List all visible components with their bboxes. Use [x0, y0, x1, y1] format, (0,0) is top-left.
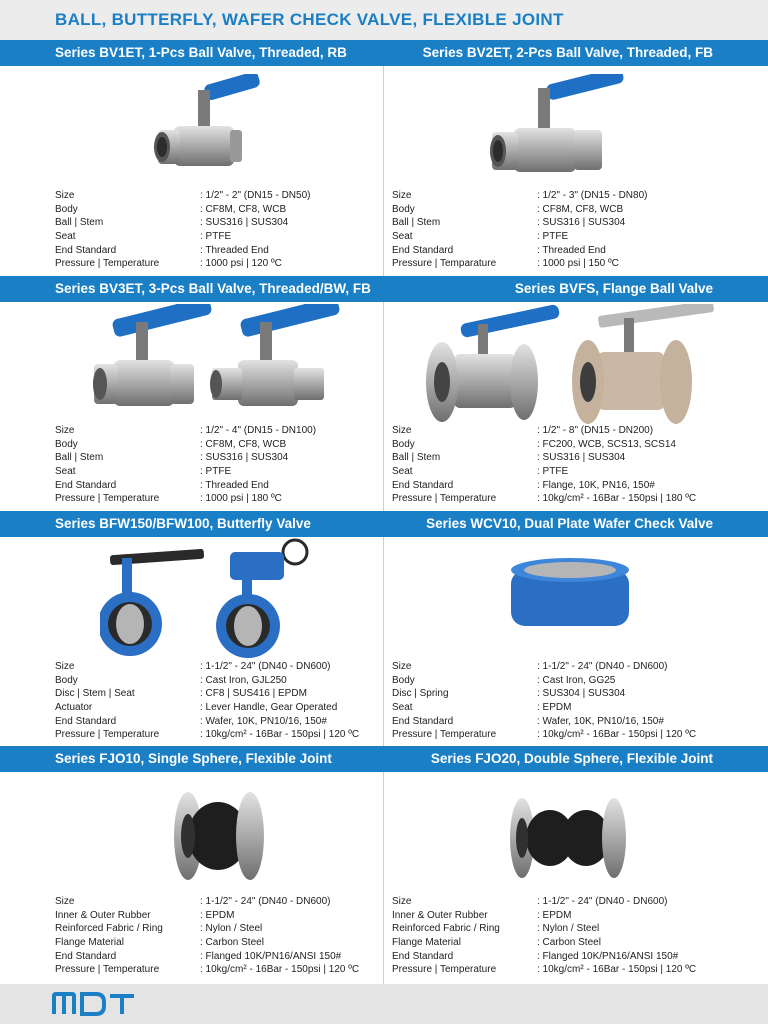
spec-value: : 10kg/cm² - 16Bar - 150psi | 120 ºC — [200, 729, 360, 741]
spec-row — [55, 492, 375, 506]
spec-row — [392, 895, 712, 909]
spec-label: Body — [55, 674, 78, 686]
spec-row — [392, 715, 712, 729]
spec-label: Inner & Outer Rubber — [392, 909, 488, 921]
spec-label: Actuator — [55, 702, 93, 714]
footer — [0, 984, 768, 1024]
spec-row — [55, 216, 375, 230]
spec-row — [392, 950, 712, 964]
spec-row — [55, 895, 375, 909]
spec-table-bvfs — [392, 424, 712, 506]
spec-row — [55, 728, 375, 742]
spec-label: Ball | Stem — [392, 452, 441, 464]
spec-row — [55, 660, 375, 674]
spec-row — [392, 660, 712, 674]
spec-label: Body — [392, 438, 415, 450]
spec-row — [55, 203, 375, 217]
spec-value: : 1000 psi | 120 ºC — [200, 258, 282, 270]
spec-label: Body — [55, 438, 78, 450]
product-title-wcv10: Series WCV10, Dual Plate Wafer Check Valve — [426, 516, 713, 531]
spec-value: : 10kg/cm² - 16Bar - 150psi | 120 ºC — [537, 729, 697, 741]
spec-value: : 1-1/2" - 24" (DN40 - DN600) — [200, 896, 331, 907]
spec-row — [392, 687, 712, 701]
spec-row — [55, 701, 375, 715]
spec-table-bv2et — [392, 189, 712, 271]
spec-label: Ball | Stem — [392, 217, 441, 229]
spec-label: End Standard — [392, 479, 454, 491]
column-divider — [383, 302, 384, 511]
spec-row — [55, 909, 375, 923]
spec-label: Seat — [55, 466, 76, 478]
spec-row — [392, 451, 712, 465]
spec-value: : 1/2" - 3" (DN15 - DN80) — [537, 190, 648, 201]
spec-row — [392, 922, 712, 936]
product-title-fjo20: Series FJO20, Double Sphere, Flexible Joint — [430, 751, 713, 766]
spec-value: : 1/2" - 2" (DN15 - DN50) — [200, 190, 311, 201]
spec-value: : Flanged 10K/PN16/ANSI 150# — [537, 950, 679, 962]
spec-value: : 1/2" - 8" (DN15 - DN200) — [537, 425, 654, 436]
spec-label: Disc | Spring — [392, 688, 449, 700]
product-title-bfw150: Series BFW150/BFW100, Butterfly Valve — [55, 516, 311, 531]
spec-row — [55, 257, 375, 271]
spec-label: Size — [392, 425, 412, 436]
butterfly-valve-image — [100, 538, 310, 658]
spec-label: Seat — [392, 702, 413, 714]
spec-row — [392, 424, 712, 438]
spec-label: Flange Material — [55, 937, 124, 949]
spec-label: Disc | Stem | Seat — [55, 688, 135, 700]
spec-row — [392, 244, 712, 258]
spec-label: Pressure | Temperature — [55, 729, 160, 741]
spec-table-wcv10 — [392, 660, 712, 742]
spec-value: : PTFE — [537, 231, 569, 243]
section-band-1 — [0, 40, 768, 66]
column-divider — [383, 537, 384, 746]
product-title-bvfs: Series BVFS, Flange Ball Valve — [514, 281, 713, 296]
spec-row — [392, 909, 712, 923]
spec-row — [392, 701, 712, 715]
spec-row — [55, 244, 375, 258]
spec-row — [392, 216, 712, 230]
spec-label: Seat — [392, 466, 413, 478]
spec-row — [55, 438, 375, 452]
spec-value: : SUS316 | SUS304 — [200, 452, 289, 464]
spec-value: : 1-1/2" - 24" (DN40 - DN600) — [200, 661, 331, 672]
spec-value: : SUS316 | SUS304 — [537, 452, 626, 464]
spec-label: End Standard — [392, 950, 454, 962]
spec-row — [392, 728, 712, 742]
spec-table-fjo20 — [392, 895, 712, 977]
spec-label: Seat — [55, 231, 76, 243]
spec-value: : PTFE — [200, 231, 232, 243]
spec-row — [55, 687, 375, 701]
spec-value: : 1000 psi | 150 ºC — [537, 258, 619, 270]
column-divider — [383, 772, 384, 984]
spec-row — [392, 492, 712, 506]
spec-value: : CF8M, CF8, WCB — [200, 438, 287, 450]
spec-value: : Threaded End — [200, 244, 269, 256]
spec-label: Size — [55, 425, 75, 436]
spec-label: Size — [392, 896, 412, 907]
spec-label: Pressure | Temperature — [55, 493, 160, 505]
column-divider — [383, 66, 384, 276]
spec-label: Body — [392, 674, 415, 686]
spec-value: : 10kg/cm² - 16Bar - 150psi | 120 ºC — [200, 964, 360, 976]
spec-row — [392, 203, 712, 217]
spec-table-bv3et — [55, 424, 375, 506]
spec-row — [392, 257, 712, 271]
spec-value: : 1-1/2" - 24" (DN40 - DN600) — [537, 896, 668, 907]
spec-label: Flange Material — [392, 937, 461, 949]
spec-value: : SUS316 | SUS304 — [200, 217, 289, 229]
spec-value: : 10kg/cm² - 16Bar - 150psi | 180 ºC — [537, 493, 697, 505]
product-title-fjo10: Series FJO10, Single Sphere, Flexible Joint — [55, 751, 332, 766]
product-title-bv3et: Series BV3ET, 3-Pcs Ball Valve, Threaded/BW, FB — [55, 281, 371, 296]
spec-value: : Carbon Steel — [200, 937, 264, 949]
spec-table-bv1et — [55, 189, 375, 271]
spec-label: End Standard — [392, 244, 454, 256]
spec-row — [55, 963, 375, 977]
spec-label: Size — [392, 661, 412, 672]
spec-row — [392, 479, 712, 493]
spec-label: Pressure | Temperature — [392, 729, 497, 741]
spec-value: : Flanged 10K/PN16/ANSI 150# — [200, 950, 342, 962]
spec-row — [55, 189, 375, 203]
product-title-bv2et: Series BV2ET, 2-Pcs Ball Valve, Threaded, FB — [422, 45, 713, 60]
spec-value: : EPDM — [537, 702, 572, 714]
spec-row — [392, 936, 712, 950]
spec-label: Body — [55, 203, 78, 215]
spec-value: : Threaded End — [200, 479, 269, 491]
section-band-4 — [0, 746, 768, 772]
section-band-3 — [0, 511, 768, 537]
spec-value: : EPDM — [537, 909, 572, 921]
spec-row — [392, 438, 712, 452]
spec-row — [392, 674, 712, 688]
spec-value: : Flange, 10K, PN16, 150# — [537, 479, 655, 491]
spec-value: : Wafer, 10K, PN10/16, 150# — [537, 715, 664, 727]
spec-row — [55, 465, 375, 479]
spec-table-fjo10 — [55, 895, 375, 977]
spec-value: : EPDM — [200, 909, 235, 921]
spec-value: : PTFE — [200, 466, 232, 478]
spec-value: : CF8 | SUS416 | EPDM — [200, 688, 307, 700]
spec-label: Size — [55, 896, 75, 907]
spec-row — [55, 950, 375, 964]
flange-ball-valve-image — [420, 304, 720, 424]
mdt-logo — [52, 990, 136, 1018]
product-title-bv1et: Series BV1ET, 1-Pcs Ball Valve, Threaded, RB — [55, 45, 347, 60]
spec-label: End Standard — [55, 479, 117, 491]
spec-value: : Cast Iron, GG25 — [537, 674, 616, 686]
spec-row — [392, 465, 712, 479]
spec-row — [55, 922, 375, 936]
page-title: BALL, BUTTERFLY, WAFER CHECK VALVE, FLEXIBLE JOINT — [55, 10, 564, 29]
spec-row — [55, 674, 375, 688]
spec-value: : FC200, WCB, SCS13, SCS14 — [537, 438, 676, 450]
spec-value: : 1/2" - 4" (DN15 - DN100) — [200, 425, 317, 436]
spec-label: Ball | Stem — [55, 217, 104, 229]
spec-value: : SUS304 | SUS304 — [537, 688, 626, 700]
spec-value: : 1-1/2" - 24" (DN40 - DN600) — [537, 661, 668, 672]
spec-label: Reinforced Fabric / Ring — [55, 923, 163, 935]
spec-row — [392, 230, 712, 244]
spec-label: Reinforced Fabric / Ring — [392, 923, 500, 935]
spec-label: End Standard — [392, 715, 454, 727]
spec-row — [392, 963, 712, 977]
spec-label: Pressure | Temparature — [392, 258, 497, 270]
spec-row — [55, 715, 375, 729]
spec-label: Inner & Outer Rubber — [55, 909, 151, 921]
page-header — [0, 0, 768, 40]
spec-value: : Nylon / Steel — [200, 923, 263, 935]
single-sphere-joint-image — [168, 786, 268, 886]
spec-value: : SUS316 | SUS304 — [537, 217, 626, 229]
spec-value: : Threaded End — [537, 244, 606, 256]
spec-value: : Carbon Steel — [537, 937, 601, 949]
spec-label: Size — [55, 661, 75, 672]
spec-label: End Standard — [55, 950, 117, 962]
ball-valve-2pc-image — [488, 74, 628, 186]
spec-label: End Standard — [55, 715, 117, 727]
spec-row — [55, 479, 375, 493]
section-band-2 — [0, 276, 768, 302]
spec-row — [55, 936, 375, 950]
spec-label: Pressure | Temperature — [392, 493, 497, 505]
spec-value: : CF8M, CF8, WCB — [537, 203, 624, 215]
spec-label: Seat — [392, 231, 413, 243]
spec-label: Size — [392, 190, 412, 201]
spec-value: : 1000 psi | 180 ºC — [200, 493, 282, 505]
spec-value: : PTFE — [537, 466, 569, 478]
spec-value: : Lever Handle, Gear Operated — [200, 702, 338, 714]
spec-value: : Cast Iron, GJL250 — [200, 674, 287, 686]
spec-label: Size — [55, 190, 75, 201]
spec-label: Ball | Stem — [55, 452, 104, 464]
ball-valve-3pc-image — [92, 304, 352, 424]
spec-label: End Standard — [55, 244, 117, 256]
spec-label: Pressure | Temperature — [392, 964, 497, 976]
spec-value: : CF8M, CF8, WCB — [200, 203, 287, 215]
spec-label: Body — [392, 203, 415, 215]
ball-valve-1pc-image — [150, 74, 270, 186]
spec-row — [55, 451, 375, 465]
spec-value: : Wafer, 10K, PN10/16, 150# — [200, 715, 327, 727]
spec-label: Pressure | Temperature — [55, 258, 160, 270]
spec-value: : 10kg/cm² - 16Bar - 150psi | 120 ºC — [537, 964, 697, 976]
spec-label: Pressure | Temperature — [55, 964, 160, 976]
spec-value: : Nylon / Steel — [537, 923, 600, 935]
spec-row — [392, 189, 712, 203]
spec-table-bfw — [55, 660, 375, 742]
spec-row — [55, 424, 375, 438]
double-sphere-joint-image — [508, 790, 628, 886]
wafer-check-valve-image — [505, 556, 635, 640]
spec-row — [55, 230, 375, 244]
